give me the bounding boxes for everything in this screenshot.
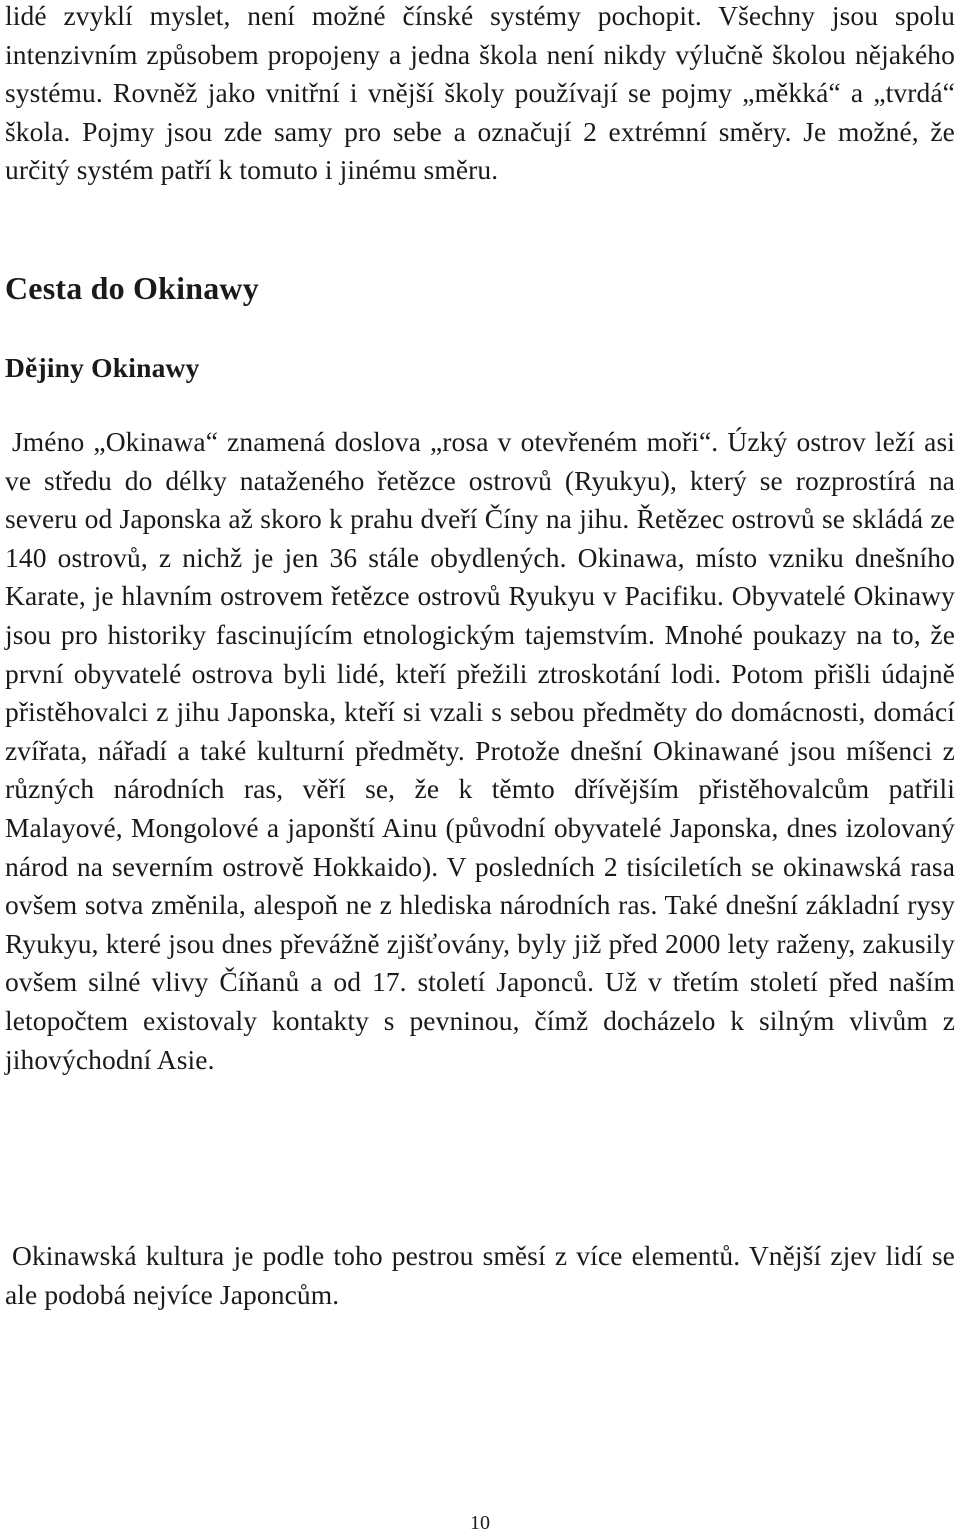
- section-heading: Cesta do Okinawy: [5, 270, 259, 306]
- page-number: 10: [470, 1512, 490, 1534]
- history-paragraph: Jméno „Okinawa“ znamená doslova „rosa v otevřeném moři“. Úzký ostrov leží asi ve středu do délky nataženého řetězce ostrovů (Ryukyu), který se rozprostírá na severu od Japonska až skoro k prahu dveří Číny na jihu. Řetězec ostrovů se skládá ze 140 ostrovů, z nichž je jen 36 stále obydlených. Okinawa, místo vzniku dnešního Karate, je hlavním ostrovem řetězce ostrovů Ryukyu v Pacifiku. Obyvatelé Okinawy jsou pro historiky fascinujícím etnologickým tajemstvím. Mnohé poukazy na to, že první obyvatelé ostrova byli lidé, kteří přežili ztroskotání lodi. Potom přišli údajně přistěhovalci z jihu Japonska, kteří si vzali s sebou předměty do domácnosti, domácí zvířata, nářadí a také kulturní předměty. Protože dnešní Okinawané jsou míšenci z různých národních ras, věří se, že k těmto dřívějším přistěhovalcům patřili Malayové, Mongolové a japonští Ainu (původní obyvatelé Japonska, dnes izolovaný národ na severním ostrově Hokkaido). V posledních 2 tisíciletích se okinawská rasa ovšem sotva změnila, alespoň ne z hlediska národních ras. Také dnešní základní rysy Ryukyu, které jsou dnes převážně zjišťovány, byly již před 2000 lety raženy, zakusily ovšem silné vlivy Číňanů a od 17. století Japonců. Už v třetím století před naším letopočtem existovaly kontakty s pevninou, čímž docházelo k silným vlivům z jihovýchodní Asie.: [5, 426, 955, 1075]
- intro-paragraph: lidé zvyklí myslet, není možné čínské systémy pochopit. Všechny jsou spolu intenzivním způsobem propojeny a jedna škola není nikdy výlučně školou nějakého systému. Rovněž jako vnitřní i vnější školy používají se pojmy „měkká“ a „tvrdá“ škola. Pojmy jsou zde samy pro sebe a označují 2 extrémní směry. Je možné, že určitý systém patří k tomuto i jinému směru.: [5, 0, 955, 186]
- culture-paragraph: Okinawská kultura je podle toho pestrou směsí z více elementů. Vnější zjev lidí se ale podobá nejvíce Japoncům.: [5, 1240, 955, 1310]
- subsection-heading: Dějiny Okinawy: [5, 352, 200, 383]
